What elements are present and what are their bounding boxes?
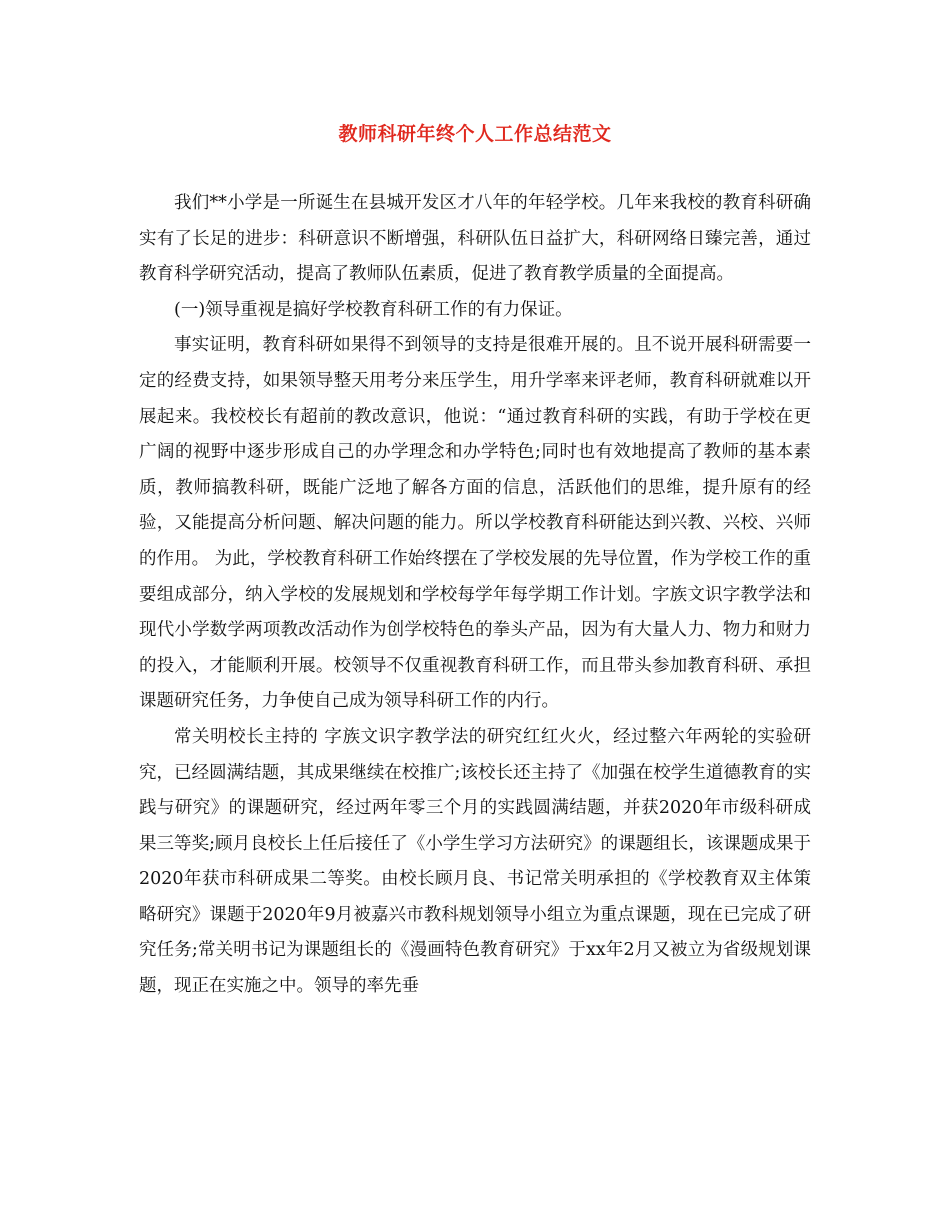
paragraph-research-projects: 常关明校长主持的 字族文识字教学法的研究红红火火，经过整六年两轮的实验研究，已经圆满结题，其成果继续在校推广;该校长还主持了《加强在校学生道德教育的实践与研究》的课题研究，经过两年零三个月的实践圆满结题，并获2020年市级科研成果三等奖;顾月良校长上任后接任了《小学生学习方法研究》的课题组长，该课题成果于2020年获市科研成果二等奖。由校长顾月良、书记常关明承担的《学校教育双主体策略研究》课题于2020年9月被嘉兴市教科规划领导小组立为重点课题，现在已完成了研究任务;常关明书记为课题组长的《漫画特色教育研究》于xx年2月又被立为省级规划课题，现正在实施之中。领导的率先垂 [139, 726, 811, 997]
paragraph-intro: 我们**小学是一所诞生在县城开发区才八年的年轻学校。几年来我校的教育科研确实有了长足的进步：科研意识不断增强，科研队伍日益扩大，科研网络日臻完善，通过教育科学研究活动，提高了教师队伍素质，促进了教育教学质量的全面提高。 [139, 193, 811, 285]
paragraph-leadership: 事实证明，教育科研如果得不到领导的支持是很难开展的。且不说开展科研需要一定的经费支持，如果领导整天用考分来压学生，用升学率来评老师，教育科研就难以开展起来。我校校长有超前的教改意识，他说：“通过教育科研的实践，有助于学校在更广阔的视野中逐步形成自己的办学理念和办学特色;同时也有效地提高了教师的基本素质，教师搞教科研，既能广泛地了解各方面的信息，活跃他们的思维，提升原有的经验，又能提高分析问题、解决问题的能力。所以学校教育科研能达到兴教、兴校、兴师的作用。 为此，学校教育科研工作始终摆在了学校发展的先导位置，作为学校工作的重要组成部分，纳入学校的发展规划和学校每学年每学期工作计划。字族文识字教学法和现代小学数学两项教改活动作为创学校特色的拳头产品，因为有大量人力、物力和财力的投入，才能顺利开展。校领导不仅重视教育科研工作，而且带头参加教育科研、承担课题研究任务，力争使自己成为领导科研工作的内行。 [139, 335, 811, 712]
document-title: 教师科研年终个人工作总结范文 [338, 123, 612, 145]
document-body [139, 186, 811, 1005]
paragraph-section-heading: (一)领导重视是搞好学校教育科研工作的有力保证。 [174, 299, 573, 320]
